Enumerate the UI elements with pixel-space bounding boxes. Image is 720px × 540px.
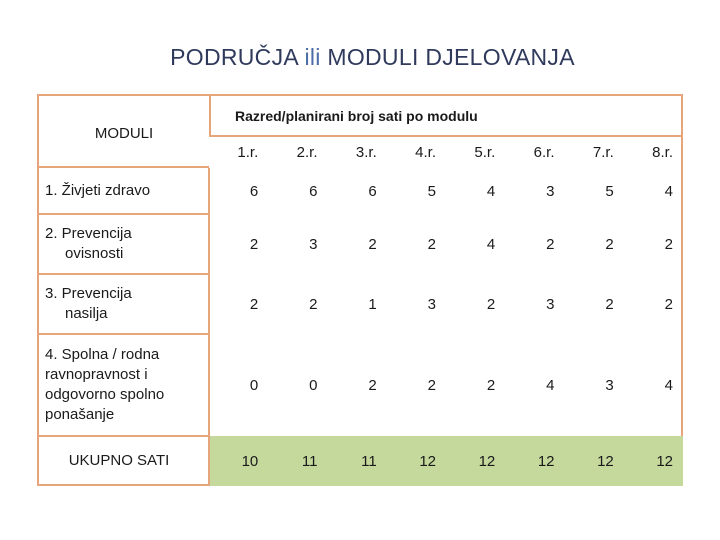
page-title — [0, 44, 720, 71]
table-cell: 2 — [249, 235, 259, 253]
table-cell: 4 — [664, 182, 673, 200]
row-label — [39, 168, 209, 214]
grade-header-2: 2.r. — [296, 144, 318, 161]
row-label-line: ovisnosti — [65, 245, 124, 262]
title-il: ili — [304, 44, 321, 70]
row-divider — [39, 273, 209, 275]
table-cell: 4 — [486, 235, 496, 253]
table-cell: 6 — [368, 182, 377, 200]
row-label-line: 2. Prevencija — [45, 225, 132, 242]
table-cell: 0 — [309, 376, 318, 394]
grade-header-7: 7.r. — [592, 144, 614, 161]
table-cell: 2 — [427, 235, 436, 253]
table-cell: 6 — [309, 182, 318, 200]
row-label — [39, 274, 209, 334]
table-cell: 4 — [664, 376, 673, 394]
grade-header-3: 3.r. — [355, 144, 377, 161]
row-divider — [39, 435, 209, 437]
table-cell: 3 — [309, 235, 318, 253]
row-divider — [39, 333, 209, 335]
row-label-line: 3. Prevencija — [45, 285, 132, 302]
total-cell: 11 — [361, 452, 377, 470]
table-cell: 2 — [664, 235, 673, 253]
total-cell: 12 — [478, 452, 496, 470]
table-cell: 5 — [605, 182, 614, 200]
moduli-table — [37, 94, 683, 486]
table-cell: 2 — [368, 376, 377, 394]
total-cell: 10 — [241, 452, 259, 470]
table-cell: 4 — [546, 376, 555, 394]
table-cell: 2 — [249, 295, 259, 313]
grade-header-1: 1.r. — [237, 144, 259, 161]
total-cell: 12 — [419, 452, 436, 470]
table-cell: 2 — [605, 295, 614, 313]
title-rest: MODULI DJELOVANJA — [320, 44, 575, 70]
row-label-text — [45, 284, 132, 324]
title-main: PODRUČJA — [170, 44, 305, 70]
table-cell: 2 — [309, 295, 318, 313]
total-cell: 12 — [597, 452, 614, 470]
table-cell: 5 — [427, 182, 436, 200]
row-divider — [39, 213, 209, 215]
table-cell: 3 — [546, 182, 555, 200]
table-cell: 2 — [427, 376, 436, 394]
row-label-line: ravnopravnost i — [45, 366, 148, 383]
table-cell: 1 — [368, 295, 377, 313]
row-label-line: 4. Spolna / rodna — [45, 346, 160, 363]
table-cell: 0 — [249, 376, 259, 394]
row-label-line: ponašanje — [45, 406, 115, 423]
row-label-text — [45, 345, 164, 425]
table-cell: 2 — [368, 235, 377, 253]
table-cell: 3 — [546, 295, 555, 313]
table-cell: 2 — [664, 295, 673, 313]
row-label-text — [45, 181, 150, 201]
total-cell: 12 — [537, 452, 555, 470]
table-cell: 2 — [486, 376, 496, 394]
grade-header-8: 8.r. — [652, 144, 673, 161]
total-label: UKUPNO SATI — [68, 452, 170, 469]
grade-header-5: 5.r. — [474, 144, 496, 161]
table-cell: 3 — [605, 376, 614, 394]
table-cell: 3 — [427, 295, 436, 313]
row-label-text — [45, 224, 132, 264]
row-label-line: nasilja — [65, 305, 108, 322]
table-cell: 2 — [486, 295, 496, 313]
grade-header-6: 6.r. — [533, 144, 555, 161]
row-label — [39, 334, 209, 436]
row-label-line: odgovorno spolno — [45, 386, 165, 403]
table-cell: 2 — [605, 235, 614, 253]
row-label — [39, 214, 209, 274]
moduli-header: MODULI — [39, 96, 209, 168]
table-cell: 4 — [486, 182, 496, 200]
grade-header-4: 4.r. — [415, 144, 436, 161]
total-cell: 11 — [301, 452, 318, 470]
row-label-line: 1. Živjeti zdravo — [45, 182, 151, 199]
total-cell: 12 — [656, 452, 673, 470]
table-cell: 6 — [249, 182, 259, 200]
grade-span-header: Razred/planirani broj sati po modulu — [209, 96, 683, 137]
column-divider — [208, 168, 210, 486]
table-cell: 2 — [546, 235, 555, 253]
